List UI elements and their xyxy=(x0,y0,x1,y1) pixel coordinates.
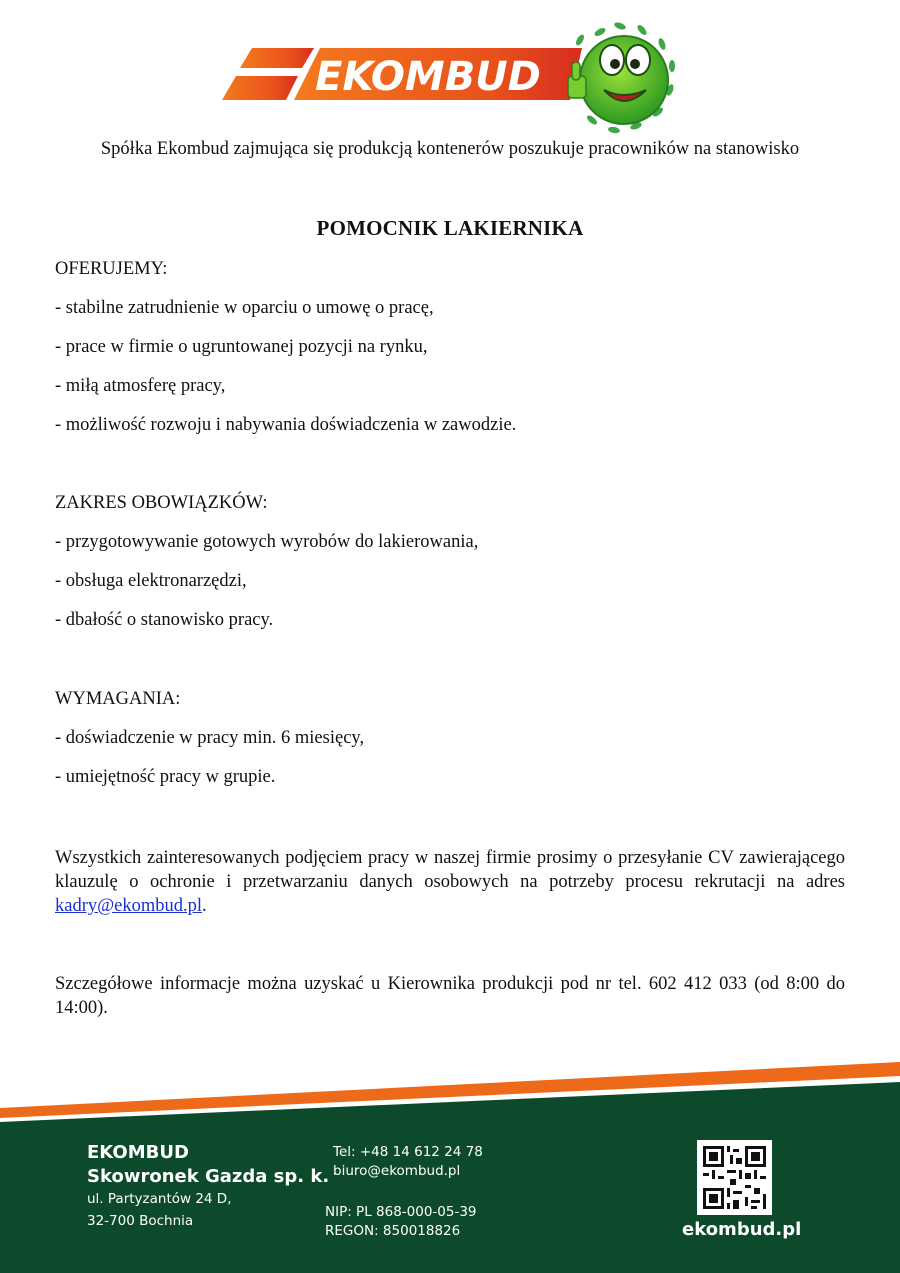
duties-item: - obsługa elektronarzędzi, xyxy=(55,571,247,591)
duties-item: - dbałość o stanowisko pracy. xyxy=(55,610,274,630)
footer-address-street: ul. Partyzantów 24 D, xyxy=(87,1191,232,1207)
requirements-item: - doświadczenie w pracy min. 6 miesięcy, xyxy=(55,728,365,748)
offer-item: - stabilne zatrudnienie w oparciu o umowę o pracę, xyxy=(55,298,434,318)
footer-phone: Tel: +48 14 612 24 78 xyxy=(333,1144,483,1160)
footer-nip: NIP: PL 868-000-05-39 xyxy=(325,1204,477,1220)
application-text: Wszystkich zainteresowanych podjęciem pracy w naszej firmie prosimy o przesyłanie CV zawierającego klauzulę o ochronie i przetwarzaniu danych osobowych na potrzeby procesu rekrutacji na adres xyxy=(55,848,845,892)
requirements-item: - umiejętność pracy w grupie. xyxy=(55,767,276,787)
footer-website[interactable]: ekombud.pl xyxy=(682,1219,802,1240)
intro-text: Spółka Ekombud zajmująca się produkcją kontenerów poszukuje pracowników na stanowisko xyxy=(100,139,800,159)
qr-code-icon xyxy=(697,1140,772,1215)
footer-email[interactable]: biuro@ekombud.pl xyxy=(333,1163,461,1179)
email-link[interactable]: kadry@ekombud.pl xyxy=(55,896,203,916)
logo-wordmark: EKOMBUD xyxy=(315,54,541,100)
email-suffix: . xyxy=(202,896,207,916)
job-title: POMOCNIK LAKIERNIKA xyxy=(316,216,584,240)
offer-heading: OFERUJEMY: xyxy=(55,259,168,279)
offer-item: - miłą atmosferę pracy, xyxy=(55,376,226,396)
footer-address-city: 32-700 Bochnia xyxy=(87,1213,194,1229)
ekombud-logo xyxy=(222,20,682,138)
offer-item: - możliwość rozwoju i nabywania doświadczenia w zawodzie. xyxy=(55,415,517,435)
requirements-heading: WYMAGANIA: xyxy=(55,689,181,709)
footer-regon: REGON: 850018826 xyxy=(325,1223,461,1239)
offer-item: - prace w firmie o ugruntowanej pozycji na rynku, xyxy=(55,337,428,357)
details-paragraph: Szczegółowe informacje można uzyskać u Kierownika produkcji pod nr tel. 602 412 033 (od 8:00 do 14:00). xyxy=(55,974,845,1018)
duties-item: - przygotowywanie gotowych wyrobów do lakierowania, xyxy=(55,532,479,552)
duties-heading: ZAKRES OBOWIĄZKÓW: xyxy=(55,493,268,513)
footer-company-legal: Skowronek Gazda sp. k. xyxy=(87,1166,330,1187)
footer-company-name: EKOMBUD xyxy=(87,1142,189,1163)
application-paragraph xyxy=(55,846,845,918)
